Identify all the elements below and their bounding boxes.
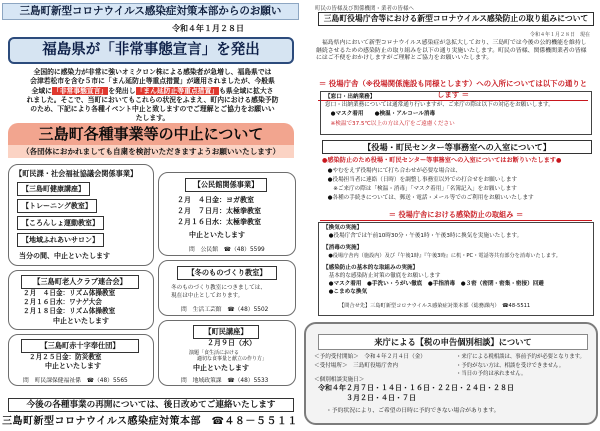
town-lecture-title: 【町民講座】 [193,325,259,339]
red-cross-note: 中止といたします [45,362,101,370]
public-hall-row: ２月１６日水：太極拳教室 [177,218,261,226]
emergency-declaration-title: 福島県が「非常事態宣言」を発出 [8,37,294,64]
intro-line: 全域に「非常事態宣言」を発出し「まん延防止等重点措置」も県全域に拡大さ [31,86,274,95]
town-lecture-tel: 問 地域政策課 ☎（48）5533 [181,378,269,384]
office-entry-text: ●やむをえず役場内にて打ち合わせが必要な場合は、 [322,168,462,174]
cancellation-banner-subtitle: （各団体におかれましても自粛を検討いただきますようお願いいたします） [8,145,294,158]
office-entry-text: ●各種の手続きについては、郵送・電話・メール等でのご利用をお願いいたします [322,195,534,201]
counter-service-text: ●マスク着用 ●検温・アルコール消毒 [325,111,436,117]
event-exercise-class: 【ころんしょ運動教室】 [17,216,104,230]
right-title: 三島町役場庁舎等における新型コロナウイルス感染防止の取り組みについて [318,12,594,26]
office-entry-title: 【役場・町民センター等事務室への入室について】 [322,140,592,154]
right-intro-line: 継続させるための感染防止の取り組みを以下の通り実施いたします。町民の皆様、関係機関業者の皆様 [316,47,587,54]
counter-service-text: 窓口・出納業務については通常通り行いますが、ご来庁の際は以下の対応をお願いします。 [325,102,554,108]
prevention-heading: ＝ 役場庁舎における感染防止の取組み ＝ [320,210,592,221]
intro-line: のため、下記により各種イベント中止と致しますのでご理解とご協力をお願いい [30,105,275,114]
town-lecture-panel [158,320,296,386]
office-entry-text: ●役場担当者に連絡（日時）を調整し事務室以外での打合せをお願いします [322,177,518,183]
basic-measures-list: ●マスク着用 ●手洗い・うがい徹底 ●手指消毒 ●３密（密閉・密集・密接）回避 [323,281,544,287]
office-entry-section [320,156,594,206]
social-welfare-note: 当分の間、中止といたします [19,252,110,260]
public-hall-note: 中止といたします [189,231,245,239]
town-lecture-topic: 演題「食生活における [189,350,240,356]
public-hall-title: 【公民館関係事業】 [185,178,267,192]
building-entry-heading: ＝ 役場庁舎（※役場関係施設も同様とします）への入所については以下の通りとします ＝ [318,79,588,99]
elderly-club-row: ２月１６日水：ワナゲ大会 [23,298,102,306]
public-hall-row: ２月 ７日月：太極拳教室 [177,207,261,215]
counter-service-title: 【窓口・出納業務】 [325,94,376,100]
highlight-emergency: 「非常事態宣言」 [52,86,108,95]
ventilation-title: 【換気の実施】 [323,225,363,231]
left-header-band: 三島町新型コロナウイルス感染症対策本部からのお願い [2,3,299,20]
right-date: 令和４年１月２８日 現在 [530,32,591,38]
craft-class-text: 現在は中止としております。 [171,293,244,299]
tax-dates-feb: 令和４年２月７日・１４日・１６日・２２日・２４日・２８日 [318,384,514,392]
public-hall-panel [158,172,296,256]
disinfection-title: 【消毒の実施】 [323,245,363,251]
tax-dates-label: ＜個別相談実施日＞ [314,377,365,383]
tax-consultation-title: 来庁による【税の申告個別相談】について [318,334,588,350]
prevention-measures-box [318,222,594,316]
elderly-club-title: 【三島町老人クラブ連合会】 [21,275,139,289]
disinfection-text: ●役場庁舎内（施設内）及び『午後1時』『午後3時』に机・PC・電話等共有部分を消毒いたします。 [323,253,561,259]
highlight-priority-measures: 「まん延防止等重点措置」 [136,86,219,95]
elderly-club-row: ２月 ４日金：リズム体操教室 [23,289,116,297]
resumption-notice: 今後の各種事業の再開については、後日改めてご連絡いたします [8,398,294,412]
tax-availability-note: ・予約状況により、ご希望の日時に予約できない場合があります。 [326,408,500,414]
basic-measures-text: 基本的な感染防止対策の徹底をお願いします [323,273,441,279]
social-welfare-title: 【町民課・社会福祉協議会関係事業】 [15,169,138,178]
office-entry-text: ※ご来庁の際は「検温・消毒」「マスク着用」「名簿記入」をお願いします [322,186,517,192]
basic-measures-title: 【感染防止の基本的な取組みの実施】 [323,265,419,271]
right-intro-line: 福島県内において新型コロナウイルス感染症が急拡大しており、三島町では今後の公的機能を維持し [316,40,587,46]
event-salon: 【地域ふれあいサロン】 [17,233,104,247]
craft-class-title: 【冬のものづくり教室】 [177,266,277,280]
public-hall-row: ２月 ４日金：ヨガ教室 [177,196,254,204]
left-intro-paragraph [12,68,293,124]
left-date: 令和４年１月２８日 [172,24,244,33]
red-cross-row: ２月２５日金：防災教室 [29,353,102,361]
town-lecture-topic: 適切な食事量と献立の作り方」 [197,356,268,362]
social-welfare-panel [8,164,154,266]
left-footer-contact: 三島町新型コロナウイルス感染症対策本部 ☎４８－５５１１ [2,416,298,427]
tax-note: ・当日の予約は承れません。 [456,371,527,377]
counter-service-warning: ※検温で37.5℃以上の方は入庁をご遠慮ください [325,121,455,127]
right-intro-line: にはご不便をおかけしますがご理解とご協力をお願いいたします。 [316,55,493,62]
public-hall-tel: 問 公民館 ☎（48）5599 [189,247,265,253]
event-training-class: 【トレーニング教室】 [17,199,97,213]
event-health-lecture: 【三島町健康講座】 [17,182,90,196]
town-lecture-note: 中止といたします [193,364,249,372]
cancellation-banner-title: 三島町各種事業等の中止について [8,123,294,145]
tax-note: ・来庁による税相談は、事前予約が必要となります。 [456,354,585,360]
elderly-club-row: ２月１８日金：リズム体操教室 [23,307,116,315]
elderly-club-panel [8,270,154,330]
intro-line: れました。そこで、当町においてもこれらの状況をふまえ、町内における感染予防 [26,95,279,104]
elderly-club-note: 中止といたします [53,317,109,325]
contact-info: 【問合せ先】三島町新型コロナウイルス感染症対策本部（総務課内） ☎48-5511 [339,303,531,309]
counter-service-box [320,91,592,135]
craft-class-tel: 問 生活工芸館 ☎（48）5502 [181,307,269,313]
tax-location: ＜受付場所＞ 三島町役場庁舎内 [314,363,398,369]
tax-dates-mar: ３月２日・４日・７日 [318,394,416,402]
tax-reservation-start: ＜予約受付開始＞ 令和４年２月４日（金） [314,354,426,360]
craft-class-panel [158,260,296,316]
right-small-heading: 町民の皆様及び関係機関・業者の皆様へ [315,6,415,12]
red-cross-tel: 問 町民課保健福祉係 ☎（48）5565 [23,378,128,384]
craft-class-text: 冬のものづくり教室につきましては、 [171,285,266,291]
intro-line: 会津若松市を含む５市に「まん延防止等重点措置」が適用されましたが、今般県 [30,77,275,86]
red-cross-title: 【三島町赤十字奉仕団】 [21,339,139,353]
ventilation-text: ●役場庁舎では午前10時30分・午後1時・午後3時に換気を実施いたします。 [323,233,523,239]
tax-note: ・予約がない方は、相談を受けできません。 [456,363,565,369]
intro-line: たします。 [135,114,170,123]
intro-line: 全国的に感染力が非常に強いオミクロン株による感染者が急増し、福島県では [33,68,272,76]
office-entry-warning: ●感染防止のため役場・町民センター等事務室への入室についてはお断りいたします● [322,157,562,164]
basic-measures-list: ●こまめな換気 [323,289,368,295]
right-intro [316,40,596,63]
red-cross-panel [8,334,154,386]
town-lecture-date: ２月９日（水） [207,339,256,347]
